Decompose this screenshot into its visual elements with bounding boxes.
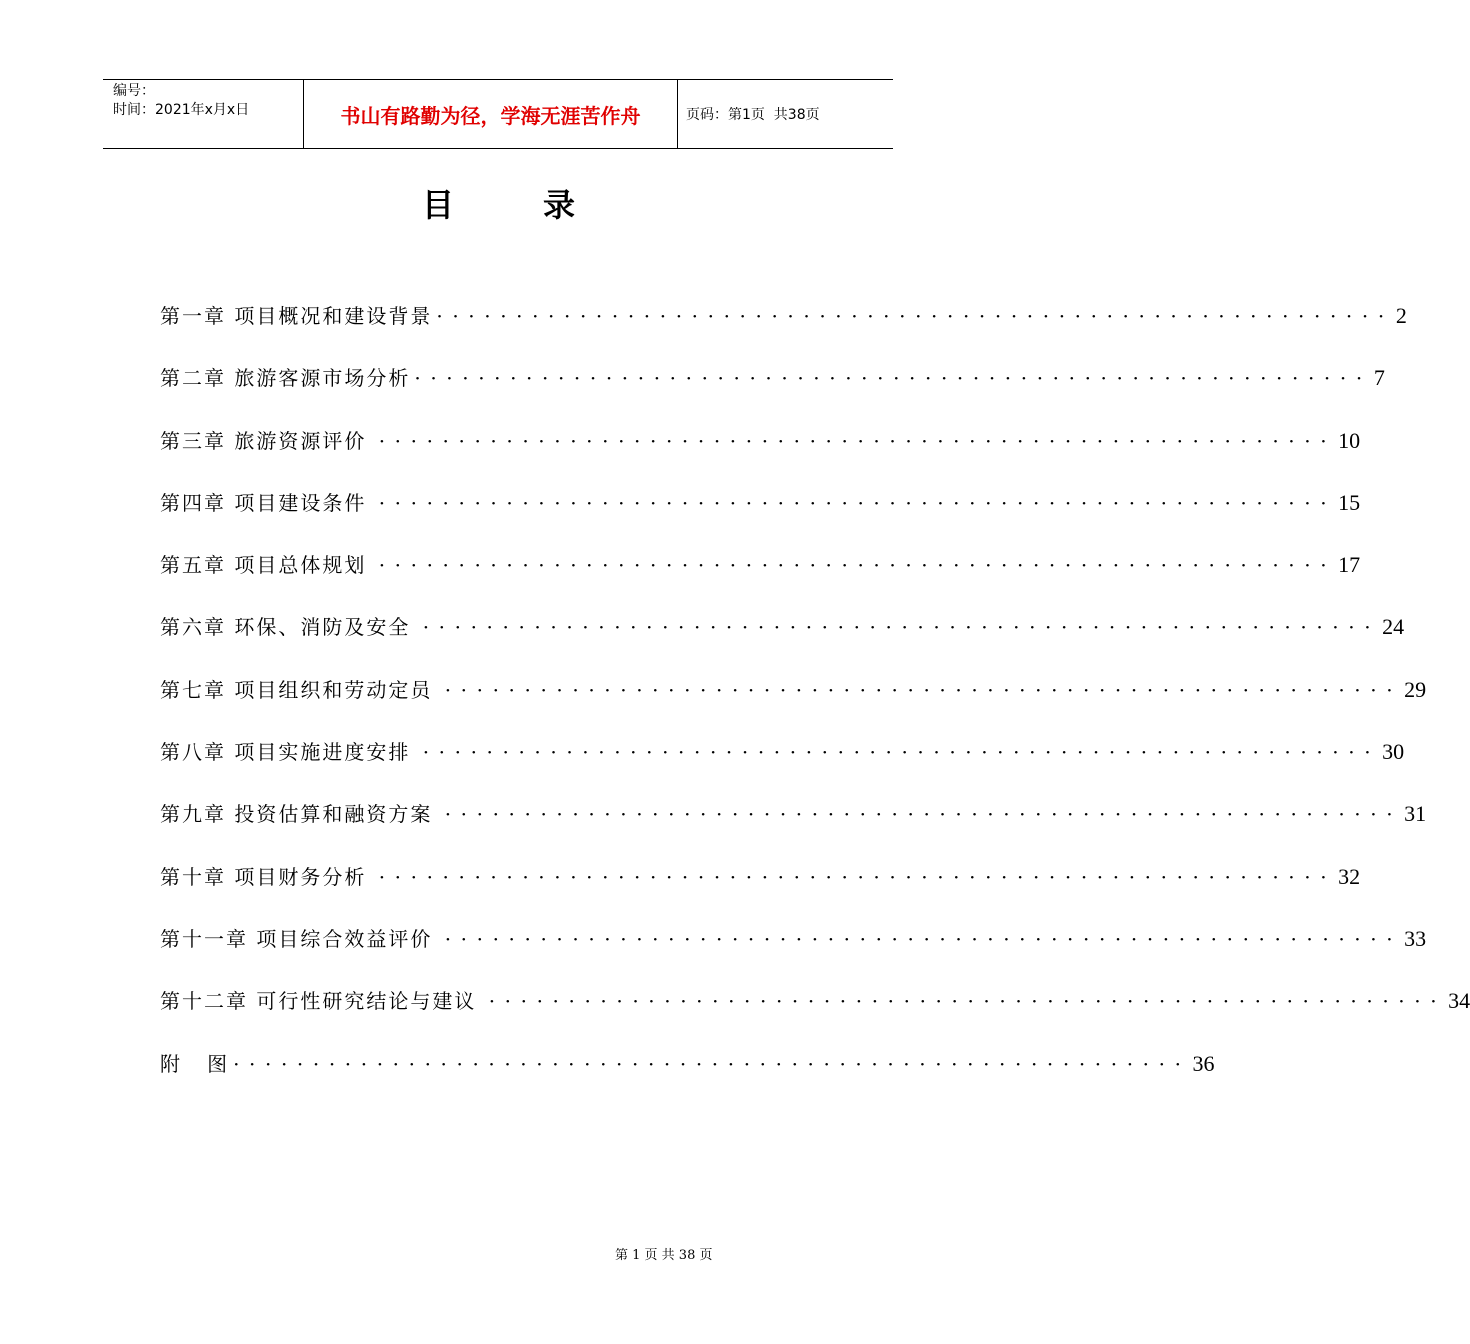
page-header: [103, 79, 893, 149]
toc-entry[interactable]: [160, 673, 1427, 735]
toc-entry-label: 第十一章 项目综合效益评价: [160, 922, 445, 956]
toc-leader-dots: ····························································: [444, 802, 1403, 827]
toc-title-char-1: 目: [422, 186, 455, 224]
toc-entry-page-number: 7: [1372, 361, 1385, 395]
toc-list: [160, 299, 1470, 1109]
toc-entry-label: 第三章 旅游资源评价: [160, 424, 379, 458]
toc-entry-page-number: 29: [1402, 673, 1426, 707]
toc-entry-page-number: 10: [1336, 424, 1360, 458]
toc-entry[interactable]: [160, 797, 1427, 859]
toc-leader-dots: ····························································: [436, 304, 1394, 328]
toc-leader-dots: ····························································: [422, 740, 1381, 765]
toc-entry[interactable]: [160, 548, 1361, 610]
toc-entry[interactable]: [160, 984, 1470, 1046]
toc-leader-dots: ····························································: [414, 366, 1372, 391]
toc-entry[interactable]: [160, 610, 1405, 672]
toc-entry-page-number: 15: [1336, 486, 1360, 520]
toc-entry[interactable]: [160, 860, 1361, 922]
toc-entry-label: 第十章 项目财务分析: [160, 860, 379, 894]
toc-entry-label: 第六章 环保、消防及安全: [160, 610, 423, 644]
toc-entry[interactable]: [160, 922, 1427, 984]
header-page-info-text: 页码：第1页 共38页: [686, 107, 820, 123]
toc-leader-dots: ····························································: [488, 989, 1447, 1014]
footer-page-number: 第 1 页 共 38 页: [615, 1248, 713, 1263]
toc-leader-dots: ····························································: [444, 926, 1403, 951]
toc-entry-page-number: 17: [1336, 548, 1360, 582]
header-motto: 书山有路勤为径，学海无涯苦作舟: [304, 80, 678, 148]
toc-entry-label: 第七章 项目组织和劳动定员: [160, 673, 445, 707]
toc-leader-dots: ····························································: [378, 428, 1337, 453]
toc-entry[interactable]: [160, 486, 1361, 548]
toc-title-char-2: 录: [543, 186, 576, 224]
toc-entry-label: 第五章 项目总体规划: [160, 548, 379, 582]
toc-entry-label: 第十二章 可行性研究结论与建议: [160, 984, 489, 1018]
toc-entry-page-number: 2: [1394, 299, 1407, 333]
toc-leader-dots: ····························································: [444, 677, 1403, 702]
toc-leader-dots: ····························································: [233, 1051, 1191, 1076]
toc-entry-label: 第九章 投资估算和融资方案: [160, 797, 445, 831]
toc-entry[interactable]: [160, 1047, 1215, 1109]
header-time-label: 时间：2021年x月x日: [113, 102, 250, 118]
toc-entry-label: 第一章 项目概况和建设背景: [160, 299, 436, 333]
toc-entry-page-number: 24: [1380, 610, 1404, 644]
toc-entry-page-number: 31: [1402, 797, 1426, 831]
toc-entry[interactable]: [160, 361, 1385, 423]
toc-entry-page-number: 30: [1380, 735, 1404, 769]
toc-entry[interactable]: [160, 424, 1361, 486]
toc-leader-dots: ····························································: [378, 553, 1337, 578]
toc-leader-dots: ····························································: [422, 615, 1381, 640]
toc-entry[interactable]: [160, 299, 1407, 361]
header-meta: [103, 80, 304, 148]
toc-entry-page-number: 32: [1336, 860, 1360, 894]
toc-entry-page-number: 33: [1402, 922, 1426, 956]
toc-entry-label: 第二章 旅游客源市场分析: [160, 361, 414, 395]
toc-entry-page-number: 36: [1191, 1047, 1215, 1081]
header-page-info: [678, 80, 893, 148]
header-number-label: 编号：: [113, 83, 155, 99]
toc-entry-label: 附 图: [160, 1047, 233, 1081]
toc-leader-dots: ····························································: [378, 864, 1337, 889]
toc-entry-page-number: 34: [1446, 984, 1470, 1018]
toc-entry[interactable]: [160, 735, 1405, 797]
toc-entry-label: 第四章 项目建设条件: [160, 486, 379, 520]
toc-leader-dots: ····························································: [378, 490, 1337, 515]
toc-entry-label: 第八章 项目实施进度安排: [160, 735, 423, 769]
